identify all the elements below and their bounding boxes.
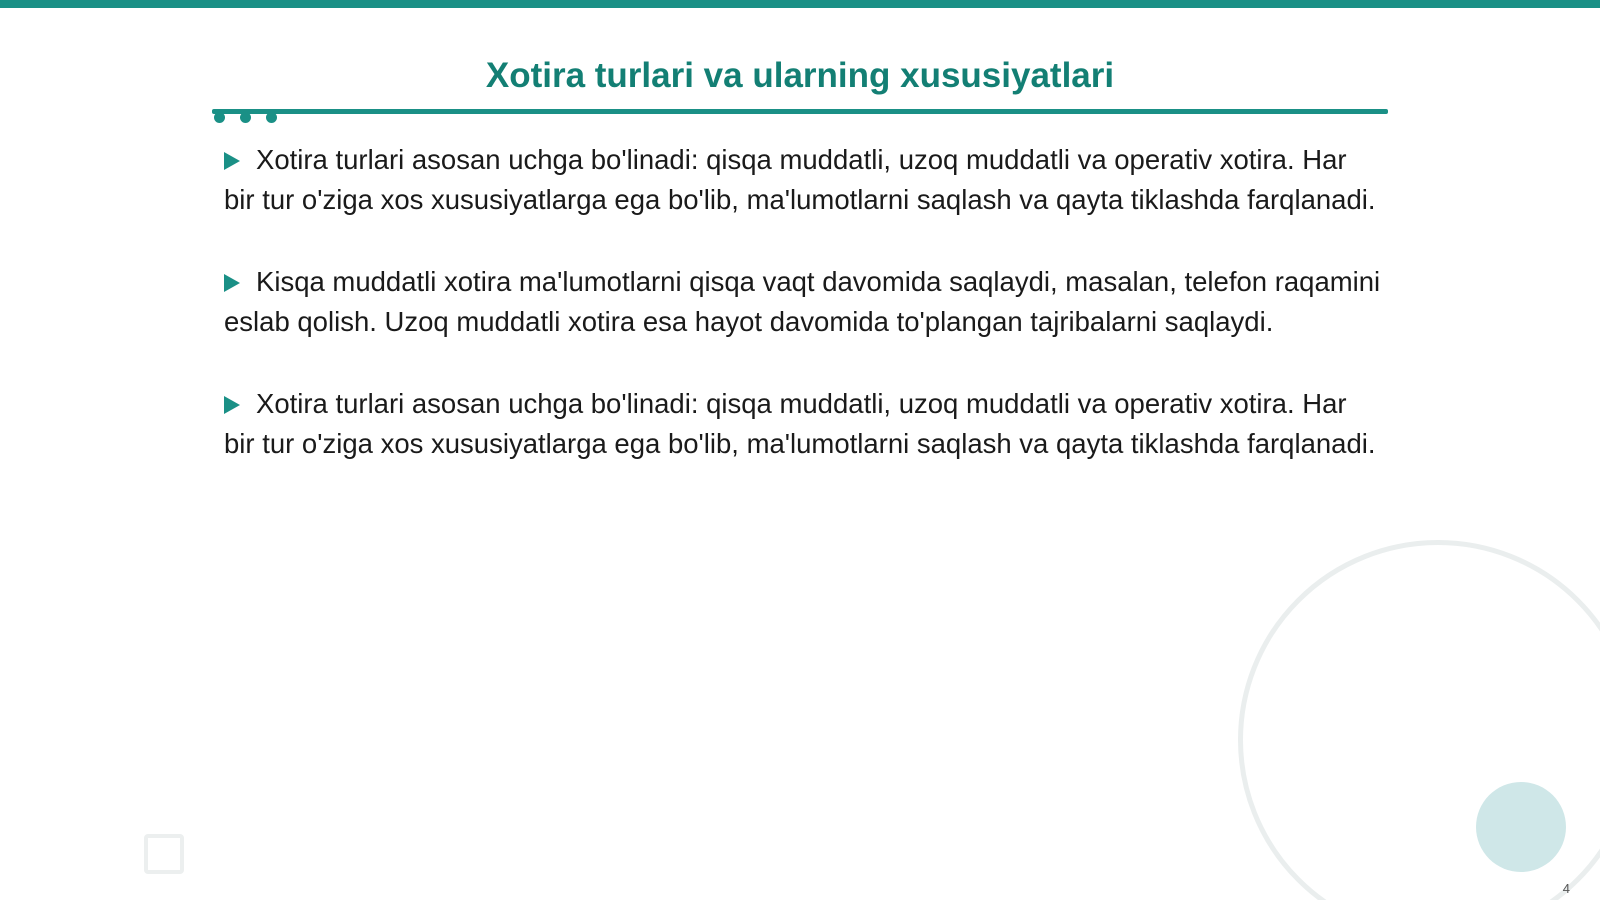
page-number: 4 (1562, 881, 1570, 896)
bullet-text: Kisqa muddatli xotira ma'lumotlarni qisqa vaqt davomida saqlaydi, masalan, telefon raqamini eslab qolish. Uzoq muddatli xotira esa hayot davomida to'plangan tajribalarni saqlaydi. (224, 266, 1381, 337)
decorative-disc (1476, 782, 1566, 872)
triangle-right-icon (224, 152, 240, 170)
bullet-item (224, 384, 1384, 464)
triangle-right-icon (224, 396, 240, 414)
slide-title: Xotira turlari va ularning xususiyatlari (485, 56, 1115, 95)
bullet-item (224, 262, 1384, 342)
decorative-square (144, 834, 184, 874)
bullet-list (224, 140, 1384, 506)
bullet-text: Xotira turlari asosan uchga bo'linadi: qisqa muddatli, uzoq muddatli va operativ xotira. Har bir tur o'ziga xos xususiyatlarga ega bo'lib, ma'lumotlarni saqlash va qayta tiklashda farqlanadi. (224, 388, 1376, 459)
decorative-dot (266, 112, 277, 123)
title-underline (212, 109, 1388, 114)
top-accent-bar (0, 0, 1600, 8)
triangle-right-icon (224, 274, 240, 292)
decorative-dot (240, 112, 251, 123)
bullet-text: Xotira turlari asosan uchga bo'linadi: qisqa muddatli, uzoq muddatli va operativ xotira. Har bir tur o'ziga xos xususiyatlarga ega bo'lib, ma'lumotlarni saqlash va qayta tiklashda farqlanadi. (224, 144, 1376, 215)
bullet-item (224, 140, 1384, 220)
decorative-dot (214, 112, 225, 123)
